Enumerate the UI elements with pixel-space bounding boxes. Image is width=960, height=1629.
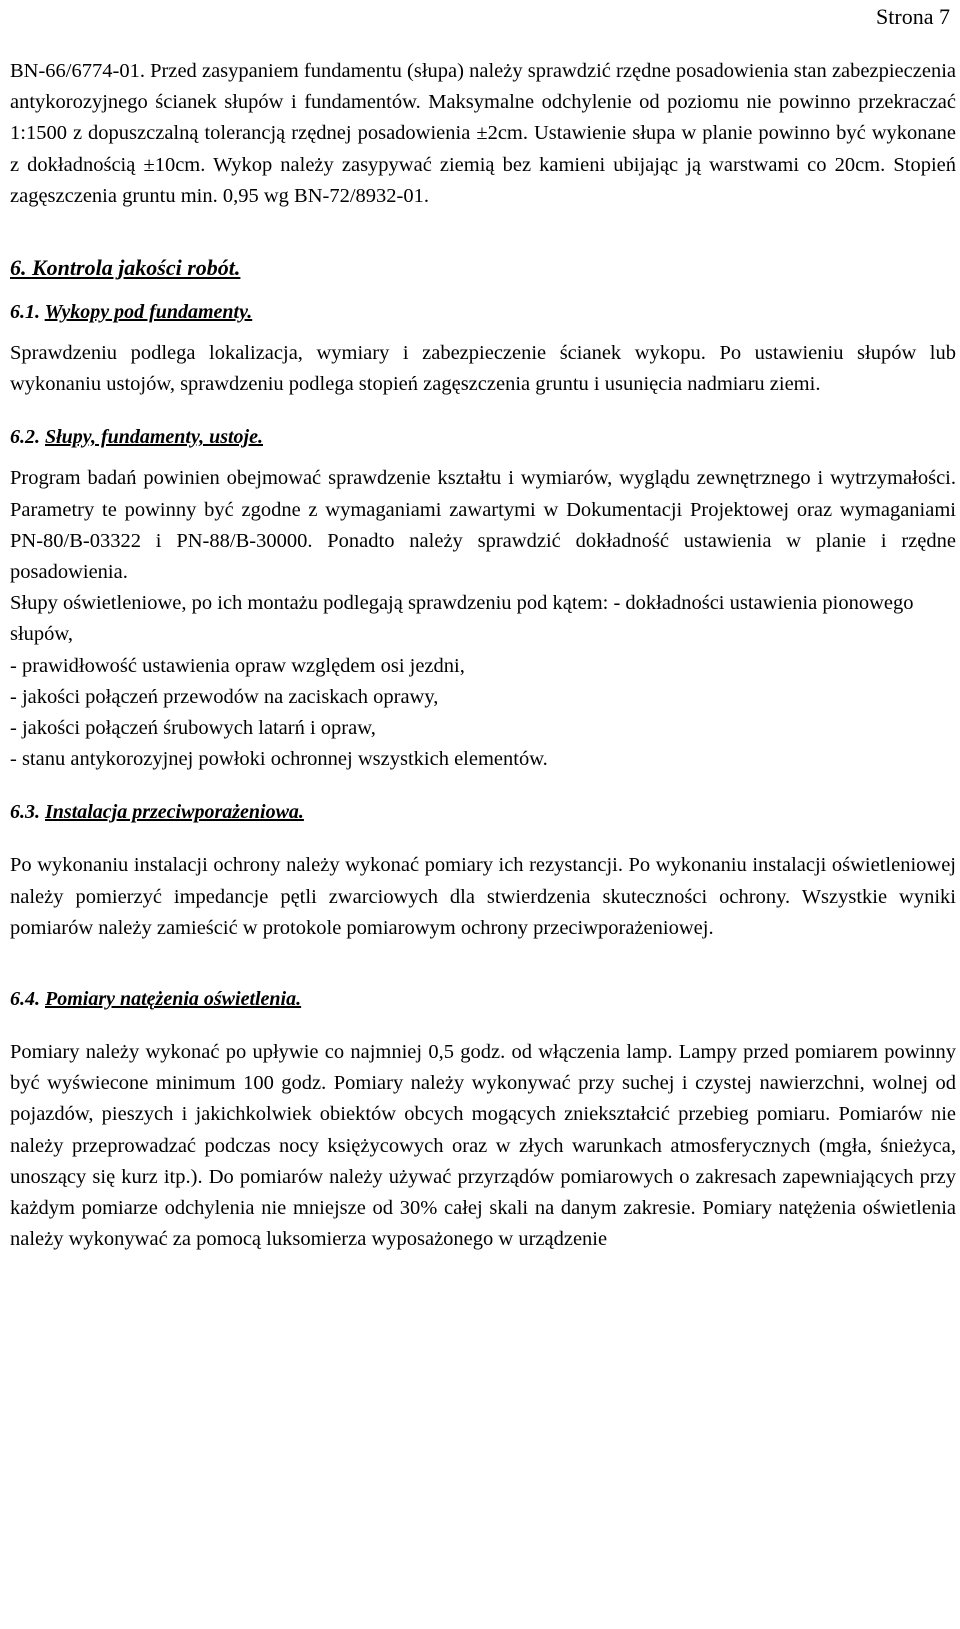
- subsection-heading-shock-protection: [10, 797, 956, 828]
- illuminance-paragraph: Pomiary należy wykonać po upływie co najmniej 0,5 godz. od włączenia lamp. Lampy przed pomiarem powinny być wyświecone minimum 100 godz. Pomiary należy wykonywać przy suchej i czystej nawierzchni, wolnej od pojazdów, pieszych i jakichkolwiek obiektów obcych mogących zniekształcić przebieg pomiaru. Pomiarów nie należy przeprowadzać podczas nocy księżycowych oraz w złych warunkach atmosferycznych (mgła, śnieżyca, unoszący się kurz itp.). Do pomiarów należy używać przyrządów pomiarowych o zakresach zapewniających przy każdym pomiarze odchylenia nie mniejsze od 30% całej skali na danym zakresie. Pomiary natężenia oświetlenia należy wykonywać za pomocą luksomierza wyposażonego w urządzenie: [10, 1041, 956, 1251]
- page-number: Strona 7: [876, 4, 950, 29]
- subsection-title: Wykopy pod fundamenty.: [44, 301, 253, 324]
- list-item: - stanu antykorozyjnej powłoki ochronnej wszystkich elementów.: [10, 748, 548, 771]
- subsection-number: 6.1.: [10, 301, 40, 324]
- list-item: - prawidłowość ustawienia opraw względem osi jezdni,: [10, 654, 465, 677]
- subsection-heading-poles: [10, 422, 956, 453]
- poles-paragraph: Program badań powinien obejmować sprawdzenie kształtu i wymiarów, wyglądu zewnętrznego i wytrzymałości. Parametry te powinny być zgodne z wymaganiami zawartymi w Dokumentacji Projektowej oraz wymaganiami PN-80/B-03322 i PN-88/B-30000. Ponadto należy sprawdzić dokładność ustawienia w planie i rzędne posadowienia.: [10, 467, 956, 584]
- excavations-paragraph: Sprawdzeniu podlega lokalizacja, wymiary i zabezpieczenie ścianek wykopu. Po ustawieniu słupów lub wykonaniu ustojów, sprawdzeniu podlega stopień zagęszczenia gruntu i usunięcia nadmiaru ziemi.: [10, 342, 956, 396]
- shock-protection-paragraph: Po wykonaniu instalacji ochrony należy wykonać pomiary ich rezystancji. Po wykonaniu instalacji oświetleniowej należy pomierzyć impedancje pętli zwarciowych dla stwierdzenia skuteczności ochrony. Wszystkie wyniki pomiarów należy zamieścić w protokole pomiarowym ochrony przeciwporażeniowej.: [10, 854, 956, 939]
- subsection-heading-illuminance: [10, 984, 956, 1015]
- subsection-number: 6.4.: [10, 988, 40, 1011]
- subsection-number: 6.3.: [10, 801, 40, 824]
- subsection-number: 6.2.: [10, 426, 40, 449]
- subsection-title: Słupy, fundamenty, ustoje.: [45, 426, 263, 449]
- subsection-title: Instalacja przeciwporażeniowa.: [45, 801, 304, 824]
- section-heading-quality-control: 6. Kontrola jakości robót.: [10, 255, 241, 281]
- list-item: - jakości połączeń przewodów na zaciskach oprawy,: [10, 685, 439, 708]
- intro-paragraph: BN-66/6774-01. Przed zasypaniem fundamentu (słupa) należy sprawdzić rzędne posadowienia stan zabezpieczenia antykorozyjnego ścianek słupów i fundamentów. Maksymalne odchylenie od poziomu nie powinno przekraczać 1:1500 z dopuszczalną tolerancją rzędnej posadowienia ±2cm. Ustawienie słupa w planie powinno być wykonane z dokładnością ±10cm. Wykop należy zasypywać ziemią bez kamieni ubijając ją warstwami co 20cm. Stopień zagęszczenia gruntu min. 0,95 wg BN-72/8932-01.: [10, 60, 956, 207]
- subsection-heading-excavations: [10, 297, 956, 328]
- poles-check-intro: Słupy oświetleniowe, po ich montażu podlegają sprawdzeniu pod kątem: - dokładności ustawienia pionowego słupów,: [10, 592, 914, 646]
- subsection-title: Pomiary natężenia oświetlenia.: [45, 988, 302, 1011]
- list-item: - jakości połączeń śrubowych latarń i opraw,: [10, 717, 376, 740]
- document-body: [10, 56, 956, 1255]
